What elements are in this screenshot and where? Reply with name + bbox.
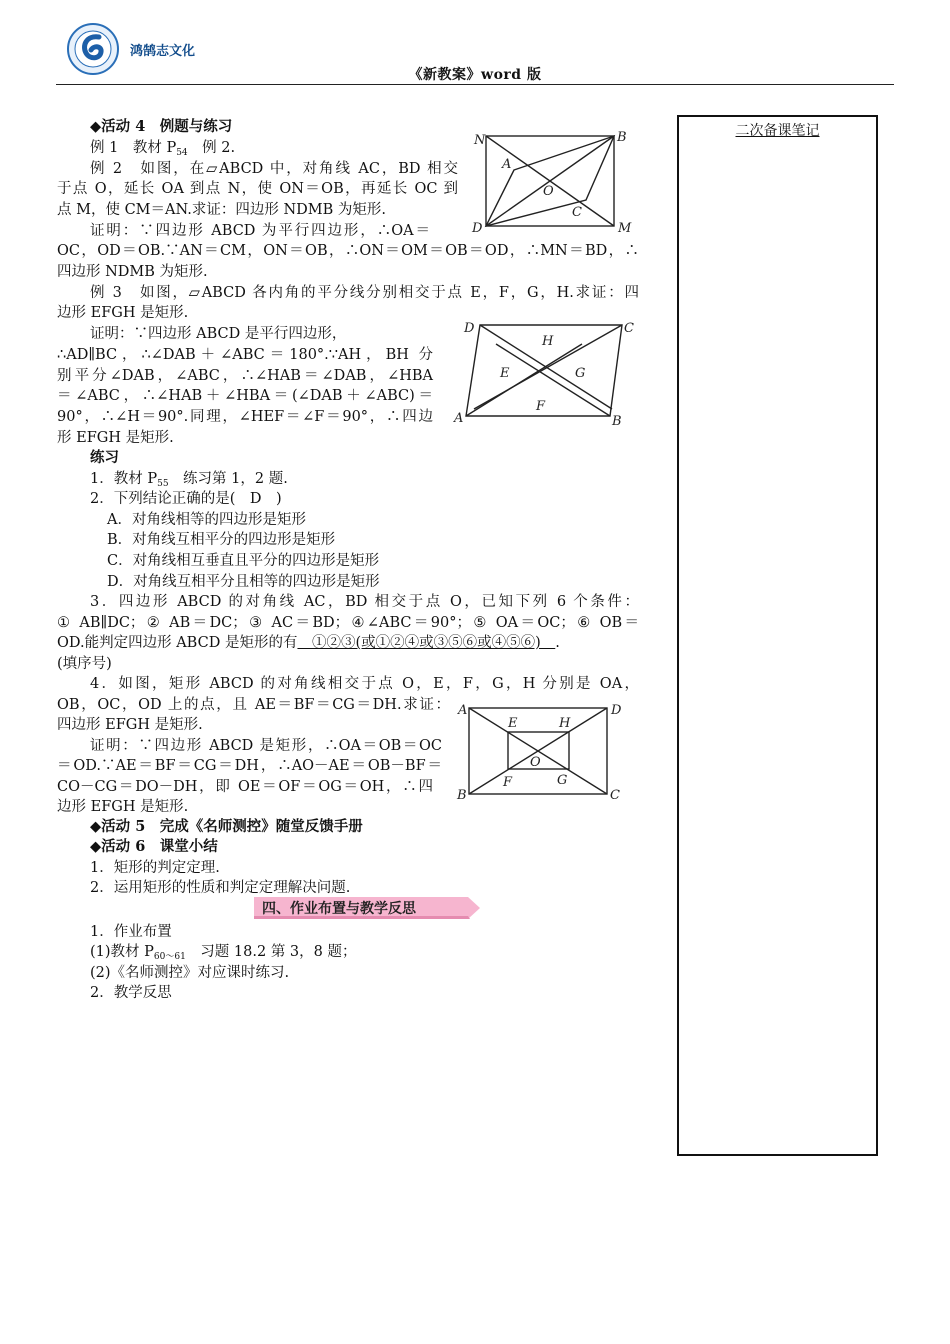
svg-text:E: E xyxy=(508,716,518,731)
q2-option-d: D．对角线互相平分且相等的四边形是矩形 xyxy=(107,574,380,590)
svg-text:C: C xyxy=(572,205,582,220)
proof-4-line-1: 证明：∵四边形 ABCD 是矩形，∴OA＝OB＝OC xyxy=(90,738,442,754)
proof-4-line-2: ＝OD.∵AE＝BF＝CG＝DH，∴AO－AE＝OB－BF＝ xyxy=(57,758,442,774)
svg-text:M: M xyxy=(618,221,632,236)
practice-q2: 2．下列结论正确的是( D ) xyxy=(90,491,282,507)
proof-4-line-4: 边形 EFGH 是矩形. xyxy=(57,799,189,815)
practice-heading: 练习 xyxy=(90,449,119,466)
proof-3-line-1: 证明：∵四边形 ABCD 是平行四边形， xyxy=(90,326,347,342)
proof-3-line-3: 别平分∠DAB，∠ABC，∴∠HAB＝∠DAB，∠HBA xyxy=(57,368,433,384)
example-3-line-2: 边形 EFGH 是矩形. xyxy=(57,305,189,321)
fig2-bisector-bh xyxy=(496,344,610,416)
q3-answer: ①②③(或①②④或③⑤⑥或④⑤⑥) xyxy=(297,635,556,651)
homework-heading: 1．作业布置 xyxy=(90,924,172,940)
practice-q4-line-2: OB，OC，OD 上的点，且 AE＝BF＝CG＝DH.求证： xyxy=(57,697,450,713)
q2-option-c: C．对角线相互垂直且平分的四边形是矩形 xyxy=(107,553,380,569)
activity-4-heading: ◆活动 4 例题与练习 xyxy=(90,118,233,135)
svg-text:O: O xyxy=(543,184,554,199)
svg-text:E: E xyxy=(500,366,510,381)
notes-column-title: 二次备课笔记 xyxy=(735,123,820,139)
svg-text:F: F xyxy=(503,775,513,790)
practice-q3-line-4: (填序号) xyxy=(57,656,112,672)
proof-3-line-2: ∴AD∥BC，∴∠DAB＋∠ABC＝180°.∵AH，BH 分 xyxy=(57,347,433,363)
svg-text:O: O xyxy=(530,755,541,770)
example-2-line-1: 例 2 如图，在▱ABCD 中，对角线 AC，BD 相交 xyxy=(90,161,458,177)
figure-rectangle-ndmb xyxy=(466,126,636,238)
example-2-line-2: 于点 O，延长 OA 到点 N，使 ON＝OB，再延长 OC 到 xyxy=(57,181,458,197)
practice-q3-line-3: OD.能判定四边形 ABCD 是矩形的有 ①②③(或①②④或③⑤⑥或④⑤⑥) . xyxy=(57,635,560,651)
svg-text:B: B xyxy=(457,788,467,803)
example-3-line-1: 例 3 如图，▱ABCD 各内角的平分线分别相交于点 E，F，G，H.求证：四 xyxy=(90,285,639,301)
practice-q4-line-3: 四边形 EFGH 是矩形. xyxy=(57,717,203,733)
svg-text:A: A xyxy=(454,411,464,426)
practice-q3-line-1: 3．四边形 ABCD 的对角线 AC，BD 相交于点 O，已知下列 6 个条件： xyxy=(90,594,639,610)
svg-text:C: C xyxy=(624,321,634,336)
activity-6-heading: ◆活动 6 课堂小结 xyxy=(90,838,218,855)
header-divider xyxy=(56,84,894,85)
svg-text:G: G xyxy=(575,366,586,381)
document-title: 《新教案》word 版 xyxy=(408,67,542,83)
proof-3-line-6: 形 EFGH 是矩形. xyxy=(57,430,174,446)
proof-2-line-1: 证明：∵四边形 ABCD 为平行四边形，∴OA＝ xyxy=(90,223,430,239)
notes-column-box xyxy=(677,115,878,1156)
figure-parallelogram-efgh xyxy=(452,316,642,428)
proof-3-line-4: ＝∠ABC，∴∠HAB＋∠HBA＝(∠DAB＋∠ABC)＝ xyxy=(57,388,433,404)
svg-text:F: F xyxy=(536,399,546,414)
example-2-line-3: 点 M，使 CM＝AN.求证：四边形 NDMB 为矩形. xyxy=(57,202,386,218)
svg-text:A: A xyxy=(458,703,468,718)
proof-3-line-5: 90°，∴∠H＝90°.同理，∠HEF＝∠F＝90°，∴四边 xyxy=(57,409,433,425)
practice-q3-line-2: ① AB∥DC；② AB＝DC；③ AC＝BD；④∠ABC＝90°；⑤ OA＝OC；⑥ OB＝ xyxy=(57,615,639,631)
q2-option-a: A．对角线相等的四边形是矩形 xyxy=(107,512,306,528)
svg-text:N: N xyxy=(474,133,486,148)
proof-4-line-3: CO－CG＝DO－DH，即 OE＝OF＝OG＝OH，∴四 xyxy=(57,779,433,795)
svg-text:B: B xyxy=(617,130,627,145)
homework-item-2: (2)《名师测控》对应课时练习. xyxy=(90,965,290,981)
brand-name: 鸿鹄志文化 xyxy=(130,44,196,59)
svg-text:H: H xyxy=(559,716,571,731)
practice-q1: 1．教材 $P_{55}$ 练习第 1，2 题. xyxy=(90,471,288,489)
svg-text:A: A xyxy=(502,157,512,172)
svg-text:H: H xyxy=(542,334,554,349)
practice-q4-line-1: 4．如图，矩形 ABCD 的对角线相交于点 O，E，F，G，H 分别是 OA， xyxy=(90,676,639,692)
figure-rectangle-efgh xyxy=(455,698,630,804)
example-1: 例 1 教材 $P_{54}$ 例 2. xyxy=(90,140,236,158)
section-4-title: 四、作业布置与教学反思 xyxy=(262,901,416,917)
svg-text:D: D xyxy=(464,321,475,336)
proof-2-line-2: OC，OD＝OB.∵AN＝CM，ON＝OB，∴ON＝OM＝OB＝OD，∴MN＝BD，∴ xyxy=(57,243,639,259)
homework-item-1: (1)教材 $P_{60\sim 61}$ 习题 18.2 第 3，8 题； xyxy=(90,944,357,962)
reflection-heading: 2．教学反思 xyxy=(90,985,172,1001)
svg-text:D: D xyxy=(472,221,483,236)
svg-text:C: C xyxy=(610,788,620,803)
proof-2-line-3: 四边形 NDMB 为矩形. xyxy=(57,264,208,280)
activity-5-heading: ◆活动 5 完成《名师测控》随堂反馈手册 xyxy=(90,818,363,835)
svg-text:B: B xyxy=(612,414,622,428)
svg-text:G: G xyxy=(557,773,568,788)
svg-text:D: D xyxy=(611,703,622,718)
summary-item-1: 1．矩形的判定定理. xyxy=(90,860,220,876)
q2-option-b: B．对角线互相平分的四边形是矩形 xyxy=(107,532,336,548)
summary-item-2: 2．运用矩形的性质和判定定理解决问题. xyxy=(90,880,351,896)
